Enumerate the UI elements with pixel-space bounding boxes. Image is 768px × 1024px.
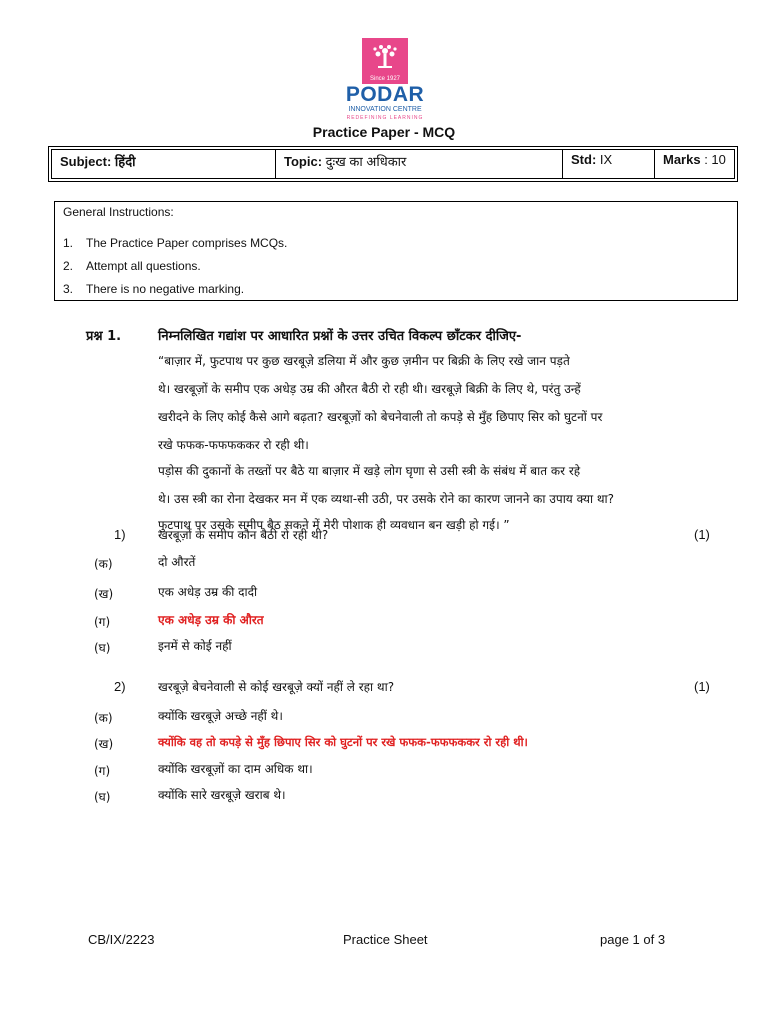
instruction-item xyxy=(63,236,287,250)
logo-subtitle: INNOVATION CENTRE xyxy=(348,106,422,113)
subquestion-number: 1) xyxy=(114,527,126,542)
option-label: (ख) xyxy=(94,587,114,601)
option-label: (घ) xyxy=(94,790,111,804)
topic-label: Topic: xyxy=(284,154,323,169)
option-label: (घ) xyxy=(94,641,111,655)
footer-page: page 1 of 3 xyxy=(600,932,666,947)
instruction-number: 3. xyxy=(63,282,74,296)
instructions-heading: General Instructions: xyxy=(63,205,174,219)
passage-line: पड़ोस की दुकानों के तख्तों पर बैठे या बाज़ार में खड़े लोग घृणा से उसी स्त्री के संबंध में बात कर रहे xyxy=(158,464,581,478)
logo-tagline: REDEFINING LEARNING xyxy=(346,115,424,121)
header-table xyxy=(48,146,738,182)
question-label: प्रश्न 1. xyxy=(86,329,122,344)
footer-center: Practice Sheet xyxy=(343,932,428,947)
topic-value: दुःख का अधिकार xyxy=(325,154,407,169)
instruction-item xyxy=(63,282,244,296)
option-text: इनमें से कोई नहीं xyxy=(158,639,232,653)
instruction-text: Attempt all questions. xyxy=(86,259,201,273)
marks-value: : 10 xyxy=(704,152,726,167)
logo-emblem xyxy=(362,38,408,84)
instruction-number: 2. xyxy=(63,259,74,273)
subquestion-text: खरबूज़ों के समीप कौन बैठी रो रही थी? xyxy=(158,528,329,542)
passage-line: खरीदने के लिए कोई कैसे आगे बढ़ता? खरबूज़ों को बेचनेवाली तो कपड़े से मुँह छिपाए सिर को घुटनों पर xyxy=(158,410,603,424)
footer-code: CB/IX/2223 xyxy=(88,932,155,947)
question-instruction: निम्नलिखित गद्यांश पर आधारित प्रश्नों के उत्तर उचित विकल्प छाँटकर दीजिए- xyxy=(158,329,522,344)
option-label: (क) xyxy=(94,711,113,725)
passage-line: थे। उस स्त्री का रोना देखकर मन में एक व्यथा-सी उठी, पर उसके रोने का कारण जानने का उपाय क्या था? xyxy=(158,492,615,506)
subject-value: हिंदी xyxy=(114,154,136,169)
paper-title: Practice Paper - MCQ xyxy=(312,124,456,140)
std-value: IX xyxy=(599,152,613,167)
topic-cell xyxy=(276,150,563,178)
passage-line: रखे फफक-फफफककर रो रही थी। xyxy=(158,438,309,452)
subject-label: Subject: xyxy=(60,154,112,169)
option-text: एक अधेड़ उम्र की दादी xyxy=(158,585,258,599)
passage-line: फुटपाथ पर उसके समीप बैठ सकने में मेरी पोशाक ही व्यवधान बन खड़ी हो गई। ” xyxy=(158,518,510,532)
std-cell xyxy=(563,150,655,178)
correct-option-text: क्योंकि वह तो कपड़े से मुँह छिपाए सिर को घुटनों पर रखे फफक-फफफककर रो रही थी। xyxy=(158,735,528,749)
passage-line: थे। खरबूज़ों के समीप एक अधेड़ उम्र की औरत बैठी रो रही थी। खरबूज़े बिक्री के लिए थे, परंतु उन्हें xyxy=(158,382,581,396)
option-text: दो औरतें xyxy=(158,555,196,569)
marks-cell xyxy=(655,150,734,178)
option-text: क्योंकि सारे खरबूज़े खराब थे। xyxy=(158,788,286,802)
subquestion-marks: (1) xyxy=(694,679,710,694)
marks-label: Marks xyxy=(663,152,701,167)
passage-line: “बाज़ार में, फुटपाथ पर कुछ खरबूज़े डलिया में और कुछ ज़मीन पर बिक्री के लिए रखे जान पड़ते xyxy=(158,354,570,368)
subquestion-marks: (1) xyxy=(694,527,710,542)
tree-icon xyxy=(370,42,400,72)
instruction-item xyxy=(63,259,201,273)
correct-option-text: एक अधेड़ उम्र की औरत xyxy=(158,613,264,627)
logo-name: PODAR xyxy=(345,83,425,106)
subject-cell xyxy=(52,150,276,178)
option-label: (क) xyxy=(94,557,113,571)
option-label: (ख) xyxy=(94,737,114,751)
option-text: क्योंकि खरबूज़े अच्छे नहीं थे। xyxy=(158,709,283,723)
option-label: (ग) xyxy=(94,615,111,629)
instruction-number: 1. xyxy=(63,236,74,250)
subquestion-number: 2) xyxy=(114,679,126,694)
option-text: क्योंकि खरबूज़ों का दाम अधिक था। xyxy=(158,762,313,776)
std-label: Std: xyxy=(571,152,597,167)
option-label: (ग) xyxy=(94,764,111,778)
passage xyxy=(158,352,678,542)
instructions-box xyxy=(54,201,738,301)
instruction-text: The Practice Paper comprises MCQs. xyxy=(86,236,288,250)
subquestion-text: खरबूज़े बेचनेवाली से कोई खरबूज़े क्यों नहीं ले रहा था? xyxy=(158,680,395,694)
logo-since: Since 1927 xyxy=(369,76,401,82)
instruction-text: There is no negative marking. xyxy=(86,282,245,296)
